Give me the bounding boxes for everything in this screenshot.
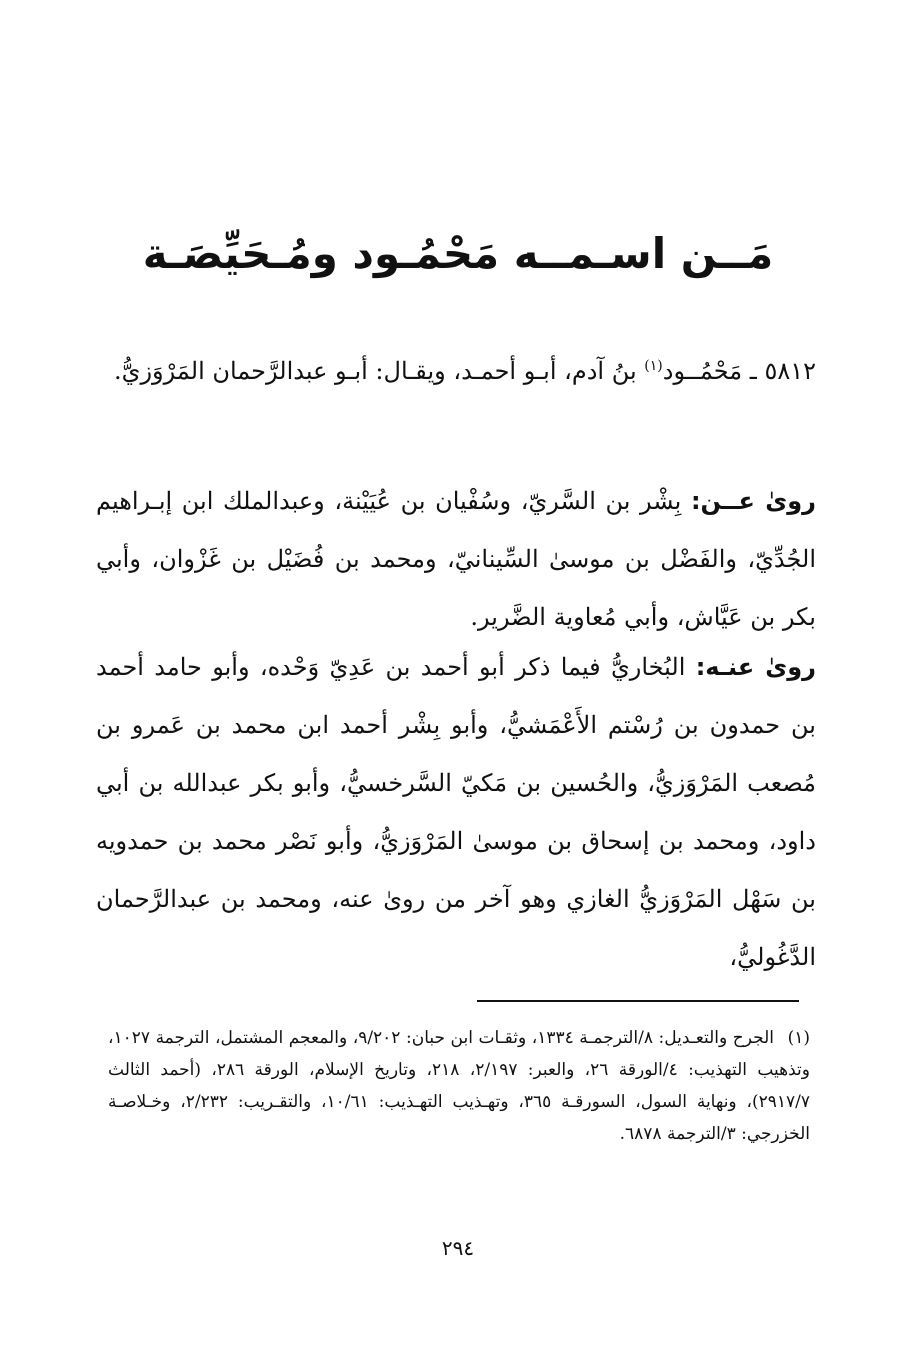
footnote-text: الجرح والتعـديل: ٨/الترجمـة ١٣٣٤، وثقـات ابن حبان: ٩/٢٠٢، والمعجم المشتمل، الترجمة ١٠٢٧، وتذهيب التهذيب: ٤/الورقة ٢٦، والعبر: ٢/١٩٧، ٢١٨، وتاريخ الإسلام، الورقة ٢٨٦، (أحمد الثالث ٢٩١٧/٧)، ونهاية السول، السورقـة ٣٦٥، وتهـذيب التهـذيب: ١٠/٦١، والتقـريب: ٢/٢٣٢، وخـلاصـة الخزرجي: ٣/الترجمة ٦٨٧٨. — [108, 1028, 810, 1144]
page-number: ٢٩٤ — [441, 1236, 475, 1260]
narrated-from-label: روىٰ عــن: — [690, 487, 816, 515]
narrated-from-paragraph — [96, 472, 816, 646]
footnote — [108, 1022, 810, 1214]
narrated-by-label: روىٰ عنـه: — [695, 653, 816, 681]
narrated-by-paragraph — [96, 638, 816, 971]
entry-number-and-name: ٥٨١٢ ـ مَحْمُــود — [662, 357, 816, 385]
footnote-marker[interactable]: (١) — [644, 358, 663, 374]
entry-rest: بنُ آدم، أبـو أحمـد، ويقـال: أبـو عبدالرَّحمان المَرْوَزيُّ. — [114, 357, 645, 385]
entry-heading-paragraph — [96, 342, 816, 458]
narrated-by-text: البُخاريُّ فيما ذكر أبو أحمد بن عَدِيّ وَحْده، وأبو حامد أحمد بن حمدون بن رُسْتم الأَعْمَشيُّ، وأبو بِشْر أحمد ابن محمد بن عَمرو بن مُصعب المَرْوَزيُّ، والحُسين بن مَكيّ السَّرخسيُّ، وأبو بكر عبدالله بن أبي داود، ومحمد بن إسحاق بن موسىٰ المَرْوَزيُّ، وأبو نَصْر محمد بن حمدويه بن سَهْل المَرْوَزيُّ الغازي وهو آخر من روىٰ عنه، ومحمد بن عبدالرَّحمان الدَّغُوليُّ، — [96, 653, 816, 971]
narrated-from-text: بِشْر بن السَّريّ، وسُفْيان بن عُيَيْنة، وعبدالملك ابن إبـراهيم الجُدِّيّ، والفَضْل بن موسىٰ السِّينانيّ، ومحمد بن فُضَيْل بن غَزْوان، وأبي بكر بن عَيَّاش، وأبي مُعاوية الضَّرير. — [96, 487, 816, 631]
chapter-title: مَــن اسـمــه مَحْمُـود ومُـحَيِّصَـة — [142, 229, 774, 278]
footnote-divider — [477, 1000, 799, 1002]
footnote-number: (١) — [787, 1028, 811, 1048]
